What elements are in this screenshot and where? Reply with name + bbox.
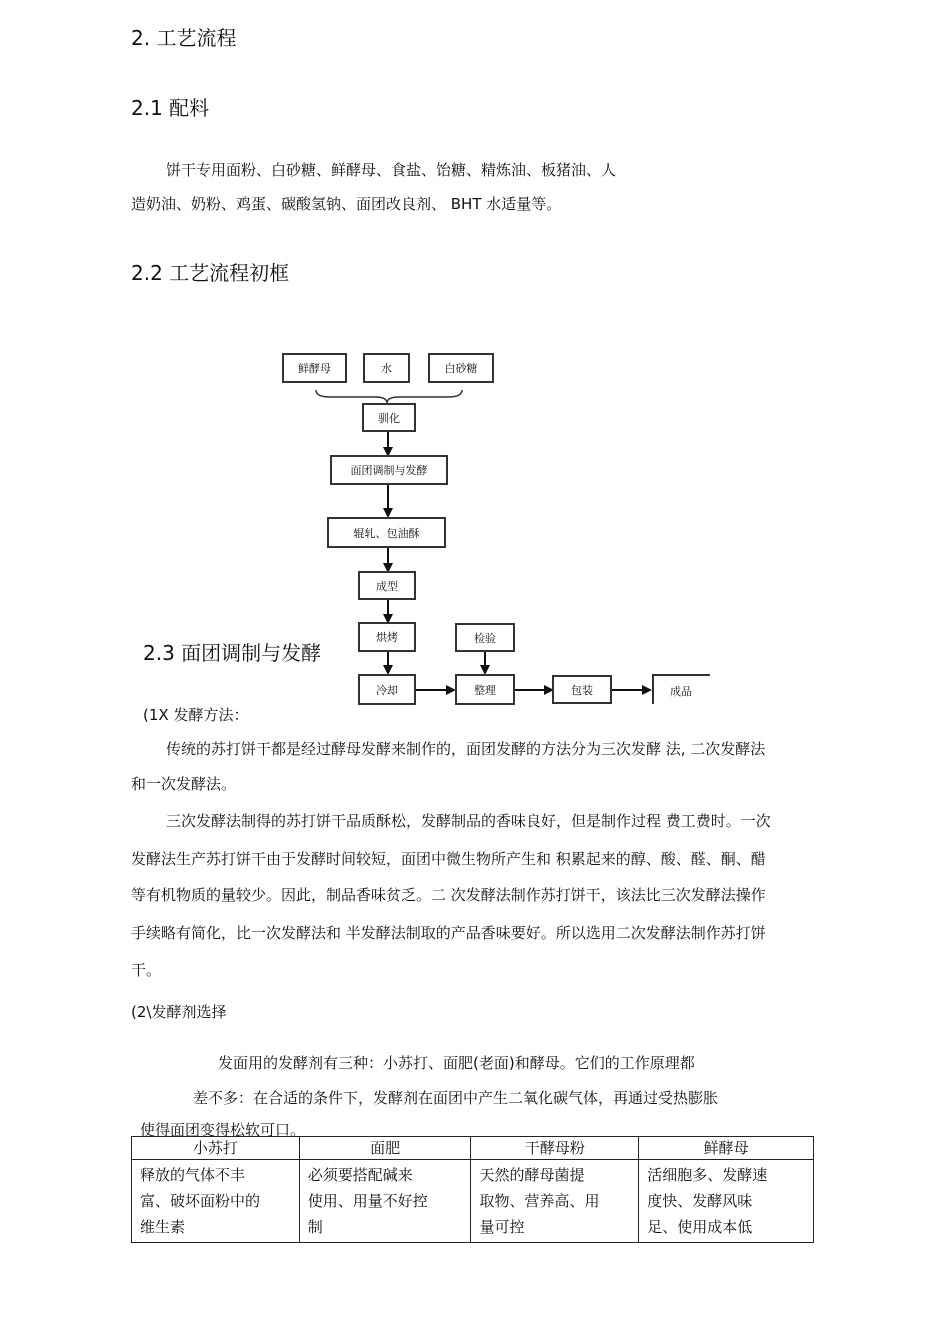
flow-box-roll: 辊轧、包油酥 bbox=[327, 517, 446, 548]
paragraph-line: 传统的苏打饼干都是经过酵母发酵来制作的，面团发酵的方法分为三次发酵 法, 二次发酵法 bbox=[166, 740, 766, 758]
paragraph-line: 差不多：在合适的条件下，发酵剂在面团中产生二氧化碳气体，再通过受热膨胀 bbox=[193, 1089, 719, 1107]
flow-box-arrange: 整理 bbox=[455, 674, 515, 705]
flow-box-cool: 冷却 bbox=[358, 674, 416, 705]
table-header: 干酵母粉 bbox=[471, 1137, 639, 1160]
item2-title: (2\发酵剂选择 bbox=[131, 1003, 227, 1021]
flow-box-inspect: 检验 bbox=[455, 623, 515, 652]
paragraph-line: 发酵法生产苏打饼干由于发酵时间较短，面团中微生物所产生和 积累起来的醇、酸、醛、酮、醋 bbox=[131, 850, 766, 868]
leavening-comparison-table bbox=[131, 1136, 814, 1243]
flow-brace bbox=[316, 390, 462, 403]
table-header: 面肥 bbox=[299, 1137, 471, 1160]
paragraph-line: 发面用的发酵剂有三种：小苏打、面肥(老面)和酵母。它们的工作原理都 bbox=[218, 1054, 695, 1072]
flow-box-acclimate: 驯化 bbox=[362, 403, 416, 432]
paragraph-line: 干。 bbox=[131, 961, 162, 979]
flow-box-yeast: 鲜酵母 bbox=[282, 353, 347, 383]
item1-title: (1X 发酵方法： bbox=[143, 706, 249, 724]
paragraph-line: 三次发酵法制得的苏打饼干品质酥松，发酵制品的香味良好，但是制作过程 费工费时。一次 bbox=[166, 812, 771, 830]
flow-box-water: 水 bbox=[363, 353, 410, 383]
table-cell: 天然的酵母菌提 取物、营养高、用 量可控 bbox=[471, 1160, 639, 1243]
table-header-row bbox=[132, 1137, 814, 1160]
table-cell: 活细胞多、发酵速 度快、发酵风味 足、使用成本低 bbox=[639, 1160, 814, 1243]
subsection-title-flow: 2.2 工艺流程初框 bbox=[131, 261, 290, 285]
table-row bbox=[132, 1160, 814, 1243]
flow-box-sugar: 白砂糖 bbox=[428, 353, 494, 383]
table-cell: 释放的气体不丰 富、破坏面粉中的 维生素 bbox=[132, 1160, 300, 1243]
flow-box-bake: 烘烤 bbox=[358, 622, 416, 652]
ingredients-line-2: 造奶油、奶粉、鸡蛋、碳酸氢钠、面团改良剂、 BHT 水适量等。 bbox=[131, 195, 562, 213]
table-header: 鲜酵母 bbox=[639, 1137, 814, 1160]
paragraph-line: 和一次发酵法。 bbox=[131, 775, 237, 793]
paragraph-line: 等有机物质的量较少。因此，制品香味贫乏。二 次发酵法制作苏打饼干，该法比三次发酵法操作 bbox=[131, 886, 766, 904]
flow-box-shape: 成型 bbox=[358, 571, 416, 600]
paragraph-line: 使得面团变得松软可口。 bbox=[140, 1121, 306, 1139]
flow-box-pack: 包装 bbox=[552, 675, 612, 704]
table-header: 小苏打 bbox=[132, 1137, 300, 1160]
paragraph-line: 手续略有简化，比一次发酵法和 半发酵法制取的产品香味要好。所以选用二次发酵法制作苏打饼 bbox=[131, 924, 766, 942]
section-title: 2. 工艺流程 bbox=[131, 26, 237, 50]
table-cell: 必须要搭配碱来 使用、用量不好控 制 bbox=[299, 1160, 471, 1243]
subsection-title-dough: 2.3 面团调制与发酵 bbox=[143, 641, 322, 665]
flow-box-dough: 面团调制与发酵 bbox=[330, 455, 448, 485]
ingredients-line-1: 饼干专用面粉、白砂糖、鲜酵母、食盐、饴糖、精炼油、板猪油、人 bbox=[166, 161, 617, 179]
subsection-title-ingredients: 2.1 配料 bbox=[131, 96, 210, 120]
flow-box-product: 成品 bbox=[670, 685, 692, 698]
